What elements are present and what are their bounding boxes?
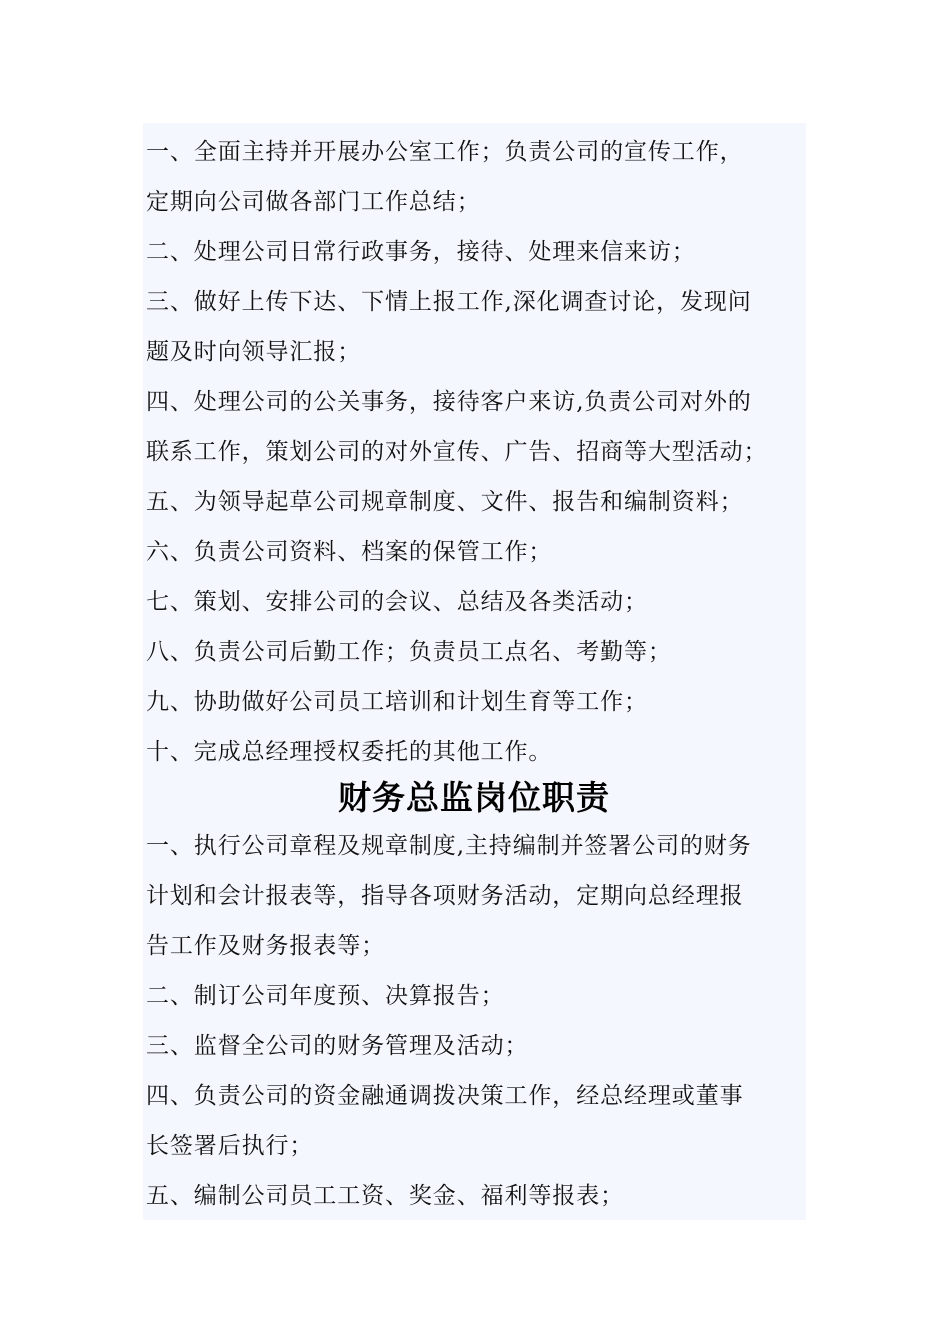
duty-line: 长签署后执行； [146,1133,314,1159]
duty-line: 九、协助做好公司员工培训和计划生育等工作； [146,689,648,715]
duty-line: 题及时向领导汇报； [146,339,362,365]
duty-line: 二、处理公司日常行政事务，接待、处理来信来访； [146,239,696,265]
finance-duties-list [146,821,802,1221]
duty-line: 六、负责公司资料、档案的保管工作； [146,539,553,565]
duty-line: 定期向公司做各部门工作总结； [146,189,481,215]
duty-line: 一、执行公司章程及规章制度,主持编制并签署公司的财务 [146,833,752,859]
office-duties-list [146,127,802,777]
duty-line: 计划和会计报表等，指导各项财务活动，定期向总经理报 [146,883,744,909]
duty-line: 一、全面主持并开展办公室工作；负责公司的宣传工作， [146,139,744,165]
duty-line: 五、为领导起草公司规章制度、文件、报告和编制资料； [146,489,744,515]
duty-line: 四、负责公司的资金融通调拨决策工作，经总经理或董事 [146,1083,744,1109]
duty-line: 四、处理公司的公关事务，接待客户来访,负责公司对外的 [146,389,752,415]
duty-line: 八、负责公司后勤工作；负责员工点名、考勤等； [146,639,672,665]
duty-line: 三、做好上传下达、下情上报工作,深化调查讨论，发现问 [146,289,752,315]
duty-line: 联系工作，策划公司的对外宣传、广告、招商等大型活动； [146,439,768,465]
duty-line: 告工作及财务报表等； [146,933,385,959]
duty-line: 三、监督全公司的财务管理及活动； [146,1033,529,1059]
duty-line: 二、制订公司年度预、决算报告； [146,983,505,1009]
duty-line: 十、完成总经理授权委托的其他工作。 [146,739,553,765]
duty-line: 七、策划、安排公司的会议、总结及各类活动； [146,589,648,615]
duty-line: 五、编制公司员工工资、奖金、福利等报表； [146,1183,624,1209]
finance-director-heading: 财务总监岗位职责 [338,778,610,817]
